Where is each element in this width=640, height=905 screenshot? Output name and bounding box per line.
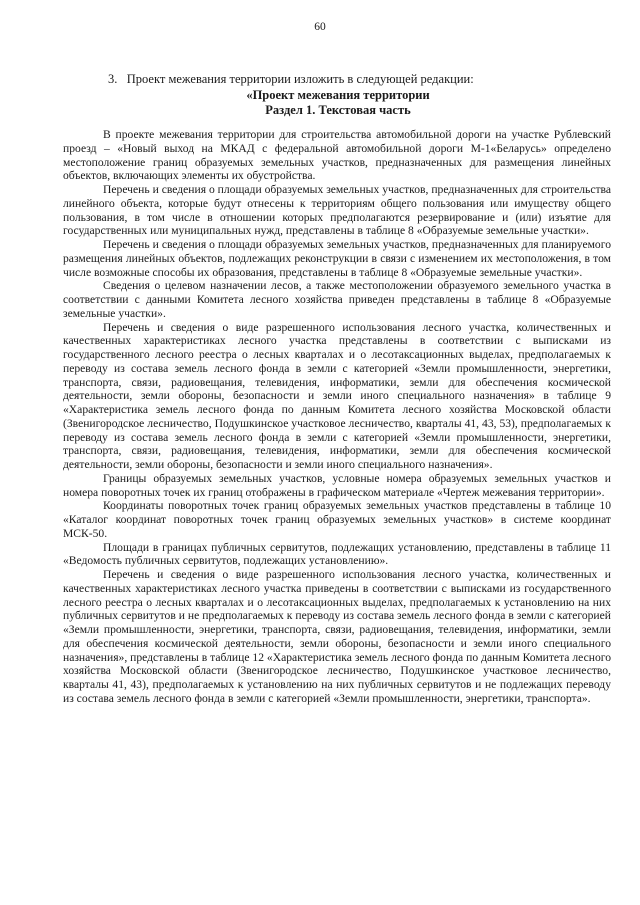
- paragraph: Сведения о целевом назначении лесов, а также местоположении образуемого земельного участка в соответствии с данными Комитета лесного хозяйства приведен представлены в таблице 8 «Образуемые земельные участки».: [63, 279, 611, 320]
- paragraph: Перечень и сведения о виде разрешенного использования лесного участка, количественных и качественных характеристиках лесного участка приведены в соответствии с выписками из государственного лесного реестра о лесных кварталах и о лесотаксационных выделах, предполагаемых к установлению на них публичных сервитутов и не предполагаемых к переводу из состава земель лесного фонда в земли с категорией «Земли промышленности, энергетики, транспорта, связи, радиовещания, телевидения, информатики, земли для обеспечения космической деятельности, земли обороны, безопасности и земли иного специального назначения», представлены в таблице 12 «Характеристика земель лесного фонда по данным Комитета лесного хозяйства Московской области (Звенигородское лесничество, Подушкинское участковое лесничество, кварталы 41, 43), предполагаемых к установлению на них публичных сервитутов и не подлежащих переводу из состава земель лесного фонда в земли с категорией «Земли промышленности, энергетики, транспорта».: [63, 568, 611, 705]
- paragraph: В проекте межевания территории для строительства автомобильной дороги на участке Рублевский проезд – «Новый выход на МКАД с федеральной автомобильной дороги М-1«Беларусь» определено местоположение границ образуемых земельных участков, предназначенных для размещения линейных объектов, включающих элементы их обустройства.: [63, 128, 611, 183]
- paragraph: Границы образуемых земельных участков, условные номера образуемых земельных участков и номера поворотных точек их границ отображены в графическом материале «Чертеж межевания территории».: [63, 471, 611, 499]
- section-heading: Раздел 1. Текстовая часть: [265, 103, 411, 117]
- amendment-item: [108, 72, 474, 87]
- paragraph: Площади в границах публичных сервитутов, подлежащих установлению, представлены в таблице 11 «Ведомость публичных сервитутов, подлежащих установлению».: [63, 540, 611, 568]
- body-text: [63, 128, 611, 706]
- item-number: 3.: [108, 72, 118, 86]
- document-title: «Проект межевания территории: [246, 88, 430, 102]
- paragraph: Перечень и сведения о виде разрешенного использования лесного участка, количественных и качественных характеристиках лесного участка представлены в соответствии с выписками из государственного лесного реестра о лесных кварталах и о лесотаксационных выделах, предполагаемых к переводу из состава земель лесного фонда в земли с категорией «Земли промышленности, энергетики, транспорта, связи, радиовещания, телевидения, информатики, земли для обеспечения космической деятельности, земли обороны, безопасности и земли иного специального назначения» в таблице 9 «Характеристика земель лесного фонда по данным Комитета лесного хозяйства Московской области (Звенигородское лесничество, Подушкинское участковое лесничество, кварталы 41, 43, 53), предполагаемых к переводу из состава земель лесного фонда в земли с категорией «Земли промышленности, энергетики, транспорта, связи, радиовещания, телевидения, информатики, земли для обеспечения космической деятельности, земли обороны, безопасности и земли иного специального назначения».: [63, 320, 611, 471]
- paragraph: Перечень и сведения о площади образуемых земельных участков, предназначенных для строительства линейного объекта, которые будут отнесены к территориям общего пользования или имуществу общего пользования, в том числе в отношении которых предполагаются резервирование и (или) изъятие для государственных или муниципальных нужд, представлены в таблице 8 «Образуемые земельные участки».: [63, 183, 611, 238]
- item-text: Проект межевания территории изложить в следующей редакции:: [126, 72, 474, 86]
- page-number: 60: [314, 21, 326, 33]
- paragraph: Координаты поворотных точек границ образуемых земельных участков представлены в таблице 10 «Каталог координат поворотных точек границ образуемых земельных участков» в системе координат МСК-50.: [63, 499, 611, 540]
- paragraph: Перечень и сведения о площади образуемых земельных участков, предназначенных для планируемого размещения линейных объектов, подлежащих реконструкции в связи с изменением их местоположения, в том числе возможные способы их образования, представлены в таблице 8 «Образуемые земельные участки».: [63, 238, 611, 279]
